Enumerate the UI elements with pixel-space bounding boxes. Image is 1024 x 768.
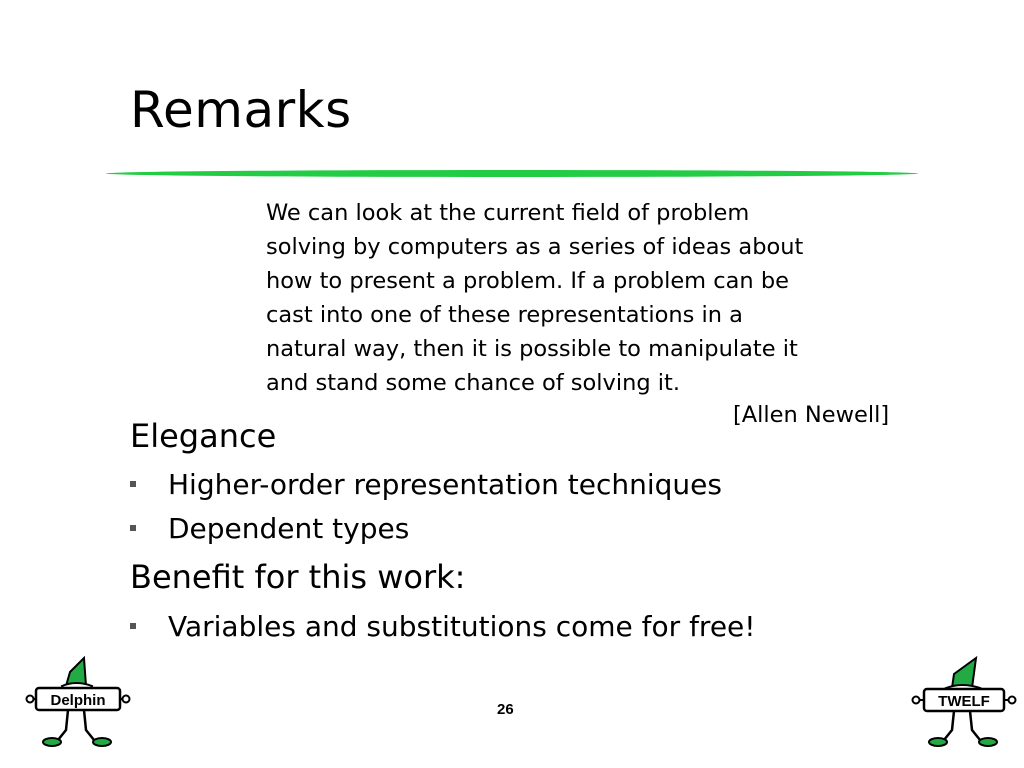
quote-line: natural way, then it is possible to manipulate it	[266, 336, 798, 362]
quote-attribution: [Allen Newell]	[733, 402, 890, 428]
quote-line: cast into one of these representations in a	[266, 302, 743, 328]
slide-title: Remarks	[130, 81, 352, 139]
quote-line: and stand some chance of solving it.	[266, 370, 681, 396]
bullet-item	[130, 511, 409, 547]
bullet-text: Dependent types	[168, 512, 410, 545]
quote-line: We can look at the current field of problem	[266, 200, 750, 226]
bullet-item	[130, 467, 722, 503]
twelf-logo	[908, 652, 1020, 750]
twelf-label: TWELF	[938, 693, 990, 710]
square-bullet-icon	[130, 525, 136, 531]
quote-line: solving by computers as a series of ideas about	[266, 234, 804, 260]
square-bullet-icon	[130, 481, 136, 487]
bullet-text: Higher-order representation techniques	[168, 468, 722, 501]
quote-line: how to present a problem. If a problem can be	[266, 268, 789, 294]
page-number: 26	[497, 701, 514, 718]
quote-block	[266, 196, 906, 400]
delphin-logo	[22, 652, 134, 750]
bullet-item	[130, 609, 756, 645]
title-divider	[106, 170, 918, 177]
section-heading-benefit: Benefit for this work:	[130, 558, 466, 596]
bullet-text: Variables and substitutions come for free!	[168, 610, 756, 643]
square-bullet-icon	[130, 623, 136, 629]
delphin-label: Delphin	[50, 692, 106, 709]
section-heading-elegance: Elegance	[130, 417, 277, 455]
